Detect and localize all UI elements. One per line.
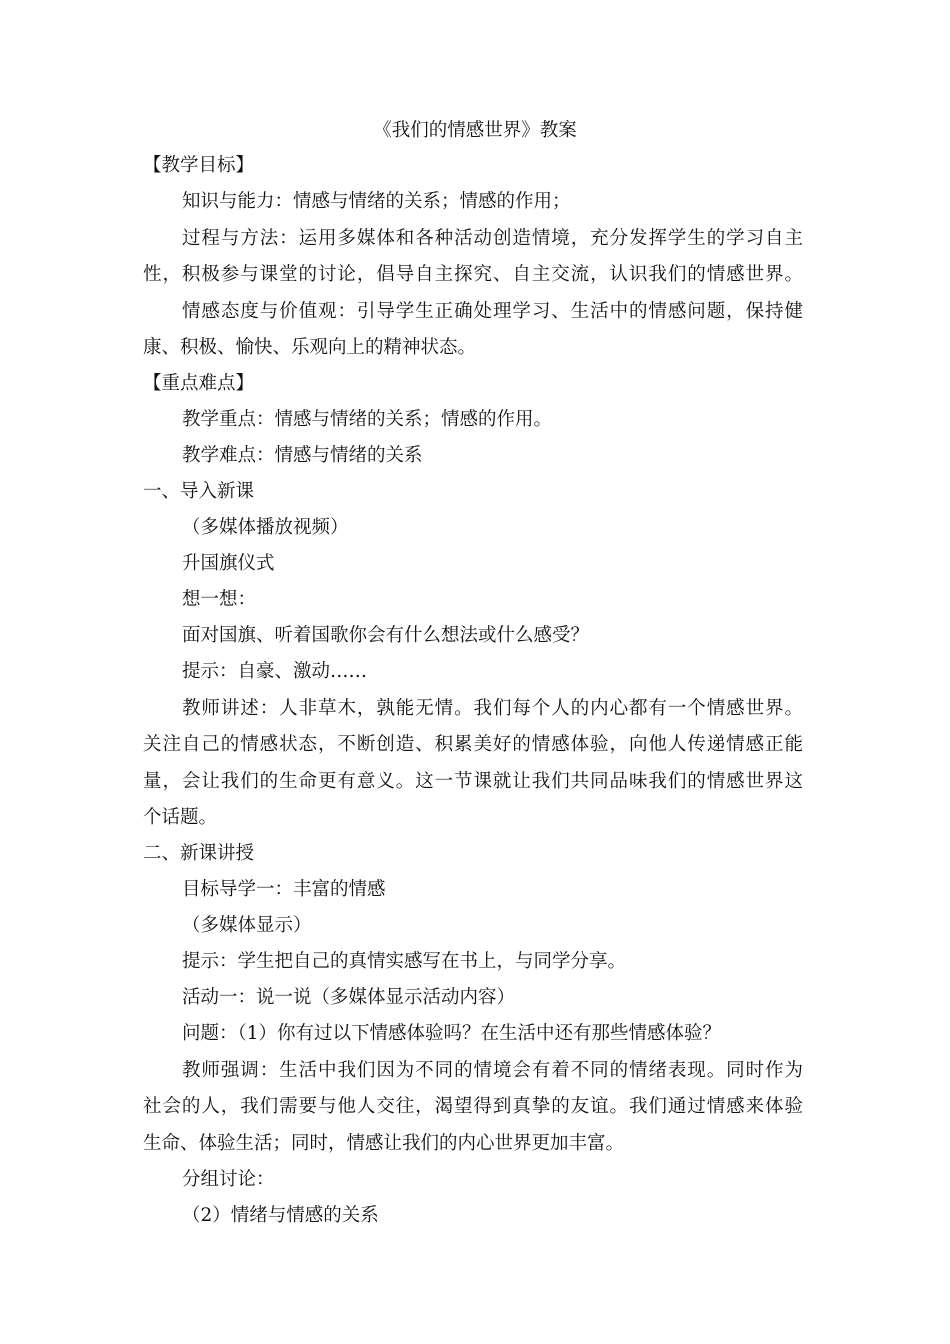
section-heading-teaching-goals: 【教学目标】 — [143, 155, 255, 176]
part2-media-note: （多媒体显示） — [182, 915, 312, 936]
goal-knowledge: 知识与能力：情感与情绪的关系；情感的作用； — [182, 191, 571, 212]
part1-teacher-line1: 教师讲述：人非草木，孰能无情。我们每个人的内心都有一个情感世界。 — [182, 698, 803, 719]
goal-process-line2: 性，积极参与课堂的讨论，倡导自主探究、自主交流，认识我们的情感世界。 — [143, 264, 803, 285]
part1-teacher-line4: 个话题。 — [143, 807, 218, 828]
goal-attitude-line1: 情感态度与价值观：引导学生正确处理学习、生活中的情感问题，保持健 — [182, 301, 803, 322]
part2-activity1: 活动一：说一说（多媒体显示活动内容） — [182, 987, 516, 1008]
key-point: 教学重点：情感与情绪的关系；情感的作用。 — [182, 409, 553, 430]
document-title: 《我们的情感世界》教案 — [373, 120, 577, 141]
part1-media-note: （多媒体播放视频） — [182, 517, 349, 538]
part2-question2: （2）情绪与情感的关系 — [182, 1205, 379, 1226]
part2-teacher-line1: 教师强调：生活中我们因为不同的情境会有着不同的情绪表现。同时作为 — [182, 1060, 803, 1081]
goal-attitude-line2: 康、积极、愉快、乐观向上的精神状态。 — [143, 337, 477, 358]
part2-teacher-line3: 生命、体验生活；同时，情感让我们的内心世界更加丰富。 — [143, 1133, 625, 1154]
part2-teacher-line2: 社会的人，我们需要与他人交往，渴望得到真挚的友谊。我们通过情感来体验 — [143, 1096, 803, 1117]
difficult-point: 教学难点：情感与情绪的关系 — [182, 445, 423, 466]
part1-video-title: 升国旗仪式 — [182, 553, 275, 574]
goal-process-line1: 过程与方法：运用多媒体和各种活动创造情境，充分发挥学生的学习自主 — [182, 228, 803, 249]
section-heading-key-points: 【重点难点】 — [143, 373, 255, 394]
part2-heading: 二、新课讲授 — [143, 843, 255, 864]
part2-discussion-label: 分组讨论： — [182, 1169, 275, 1190]
part1-heading: 一、导入新课 — [143, 481, 255, 502]
part1-teacher-line2: 关注自己的情感状态，不断创造、积累美好的情感体验，向他人传递情感正能 — [143, 734, 803, 755]
part1-hint: 提示：自豪、激动…… — [182, 661, 368, 682]
part1-think-label: 想一想： — [182, 589, 257, 610]
part1-question: 面对国旗、听着国歌你会有什么想法或什么感受？ — [182, 625, 590, 646]
part2-question1: 问题：（1）你有过以下情感体验吗？在生活中还有那些情感体验？ — [182, 1023, 722, 1044]
part1-teacher-line3: 量，会让我们的生命更有意义。这一节课就让我们共同品味我们的情感世界这 — [143, 771, 803, 792]
part2-goal1: 目标导学一：丰富的情感 — [182, 879, 386, 900]
part2-hint: 提示：学生把自己的真情实感写在书上，与同学分享。 — [182, 951, 627, 972]
